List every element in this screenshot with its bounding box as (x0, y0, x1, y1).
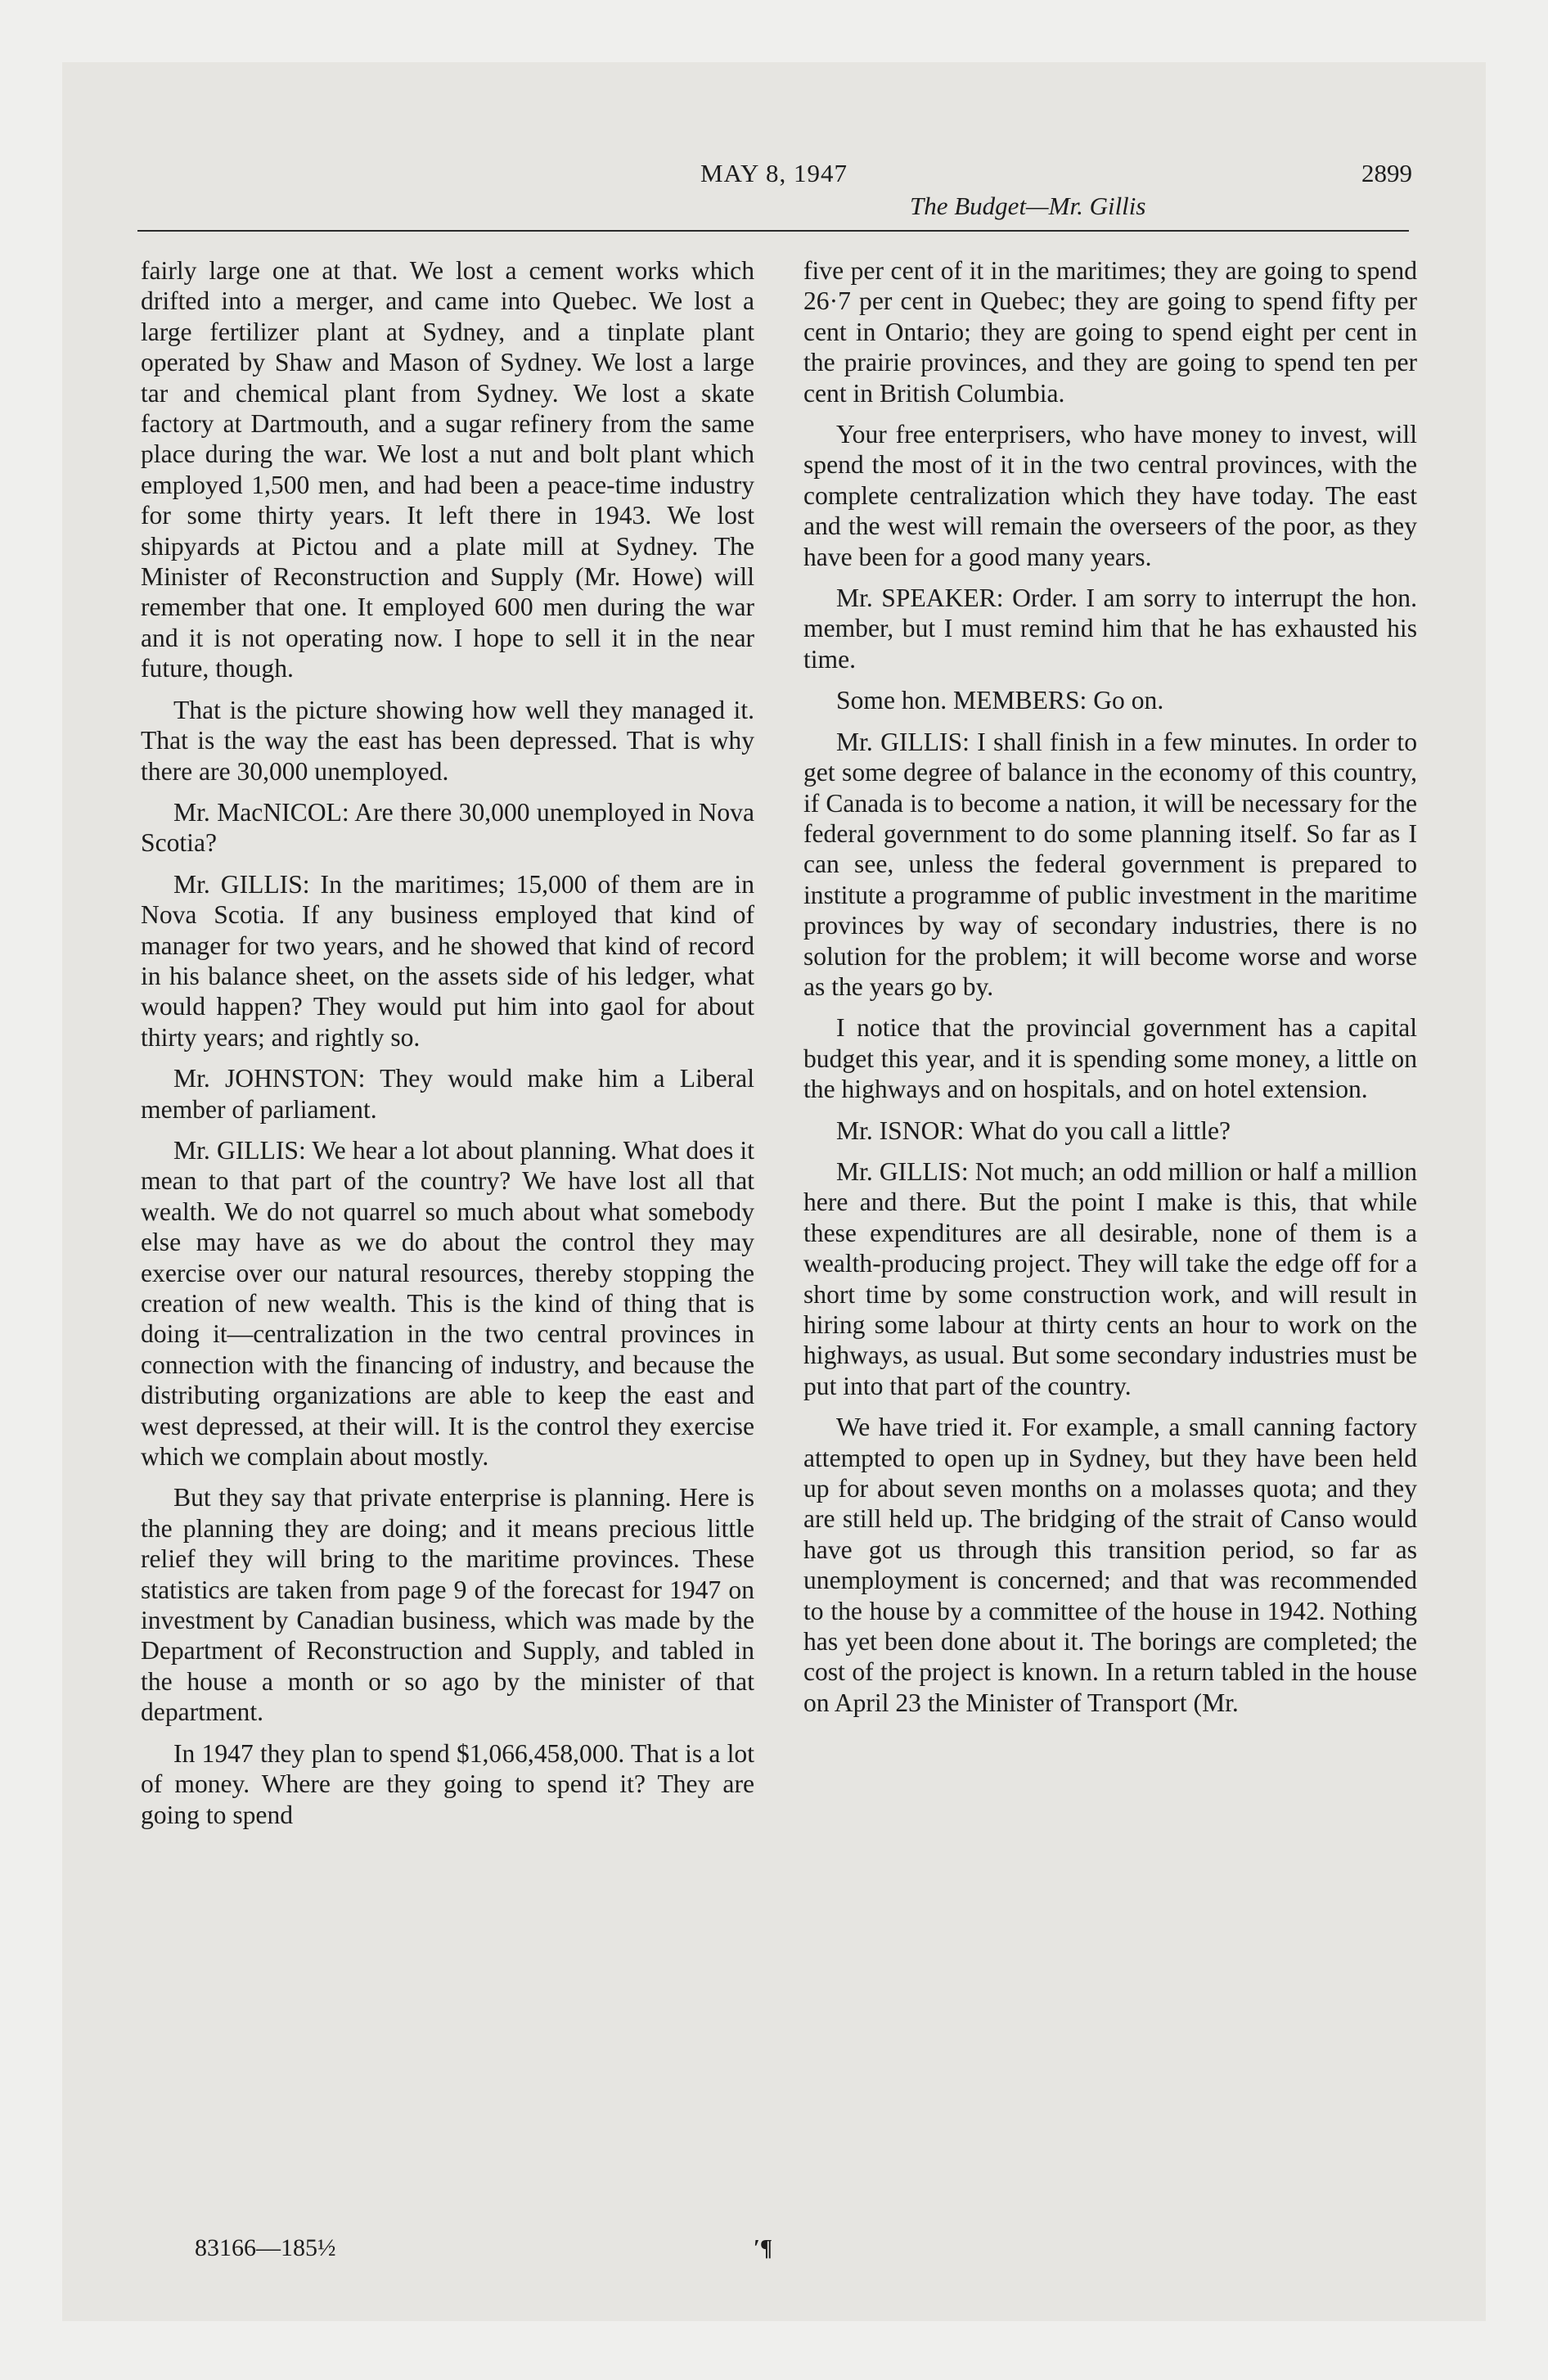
paragraph: Mr. SPEAKER: Order. I am sorry to interrupt the hon. member, but I must remind him that he has exhausted his time. (803, 584, 1417, 674)
header-rule (137, 230, 1409, 232)
paragraph: Mr. ISNOR: What do you call a little? (836, 1116, 1231, 1145)
paragraph: In 1947 they plan to spend $1,066,458,000. That is a lot of money. Where are they going to spend it? They are going to spend (141, 1738, 754, 1829)
paragraph: Mr. GILLIS: In the maritimes; 15,000 of them are in Nova Scotia. If any business employed that kind of manager for two years, and he showed that kind of record in his balance sheet, on the assets side of his ledger, what would happen? They would put him into gaol for about thirty years; and rightly so. (141, 869, 754, 1052)
right-column (803, 255, 1417, 1729)
paragraph: Mr. GILLIS: I shall finish in a few minutes. In order to get some degree of balance in the economy of this country, if Canada is to become a nation, it will be necessary for the federal government to do some planning itself. So far as I can see, unless the federal government is prepared to institute a programme of public investment in the maritime provinces by way of secondary industries, there is no solution for the problem; it will become worse and worse as the years go by. (803, 727, 1417, 1001)
header-date: MAY 8, 1947 (700, 159, 848, 187)
paragraph: That is the picture showing how well they managed it. That is the way the east has been depressed. That is why there are 30,000 unemployed. (141, 695, 754, 786)
page-number: 2899 (1361, 159, 1412, 187)
paragraph: Mr. JOHNSTON: They would make him a Liberal member of parliament. (141, 1064, 754, 1124)
running-head: The Budget—Mr. Gillis (910, 192, 1146, 220)
paragraph: five per cent of it in the maritimes; they are going to spend 26·7 per cent in Quebec; they are going to spend fifty per cent in Ontario; they are going to spend eight per cent in the prairie provinces, and they are going to spend ten per cent in British Columbia. (803, 256, 1417, 408)
printer-mark: ′¶ (754, 2236, 772, 2261)
paragraph: Your free enterprisers, who have money to invest, will spend the most of it in the two central provinces, with the complete centralization which they have today. The east and the west will remain the overseers of the poor, as they have been for a good many years. (803, 420, 1417, 571)
paragraph: But they say that private enterprise is planning. Here is the planning they are doing; and it means precious little relief they will bring to the maritime provinces. These statistics are taken from page 9 of the forecast for 1947 on investment by Canadian business, which was made by the Department of Reconstruction and Supply, and tabled in the house a month or so ago by the minister of that department. (141, 1483, 754, 1727)
paragraph: Mr. GILLIS: We hear a lot about planning. What does it mean to that part of the country? We have lost all that wealth. We do not quarrel so much about what somebody else may have as we do about the control they may exercise over our natural resources, thereby stopping the creation of new wealth. This is the kind of thing that is doing it—centralization in the two central provinces in connection with the financing of industry, and because the distributing organizations are able to keep the east and west depressed, at their will. It is the control they exercise which we complain about mostly. (141, 1135, 754, 1472)
paragraph: We have tried it. For example, a small canning factory attempted to open up in Sydney, but they have been held up for about seven months on a molasses quota; and they are still held up. The bridging of the strait of Canso would have got us through this transition period, so far as unemployment is concerned; and that was recommended to the house by a committee of the house in 1942. Nothing has yet been done about it. The borings are completed; the cost of the project is known. In a return tabled in the house on April 23 the Minister of Transport (Mr. (803, 1413, 1417, 1717)
paragraph: Some hon. MEMBERS: Go on. (836, 686, 1164, 715)
paragraph: I notice that the provincial government has a capital budget this year, and it is spending some money, a little on the highways and on hospitals, and on hotel extension. (803, 1013, 1417, 1104)
page-sheet (62, 62, 1486, 2321)
paragraph: Mr. GILLIS: Not much; an odd million or half a million here and there. But the point I make is this, that while these expenditures are all desirable, none of them is a wealth-producing project. They will take the edge off for a short time by some construction work, and will result in hiring some labour at thirty cents an hour to work on the highways, as usual. But some secondary industries must be put into that part of the country. (803, 1156, 1417, 1400)
paragraph: fairly large one at that. We lost a cement works which drifted into a merger, and came into Quebec. We lost a large fertilizer plant at Sydney, and a tinplate plant operated by Shaw and Mason of Sydney. We lost a large tar and chemical plant from Sydney. We lost a skate factory at Dartmouth, and a sugar refinery from the same place during the war. We lost a nut and bolt plant which employed 1,500 men, and had been a peace-time industry for some thirty years. It left there in 1943. We lost shipyards at Pictou and a plate mill at Sydney. The Minister of Reconstruction and Supply (Mr. Howe) will remember that one. It employed 600 men during the war and it is not operating now. I hope to sell it in the near future, though. (141, 256, 754, 683)
page-header (62, 159, 1486, 224)
left-column (141, 255, 754, 1841)
paragraph: Mr. MacNICOL: Are there 30,000 unemployed in Nova Scotia? (141, 797, 754, 858)
printer-signature: 83166—185½ (195, 2234, 336, 2261)
